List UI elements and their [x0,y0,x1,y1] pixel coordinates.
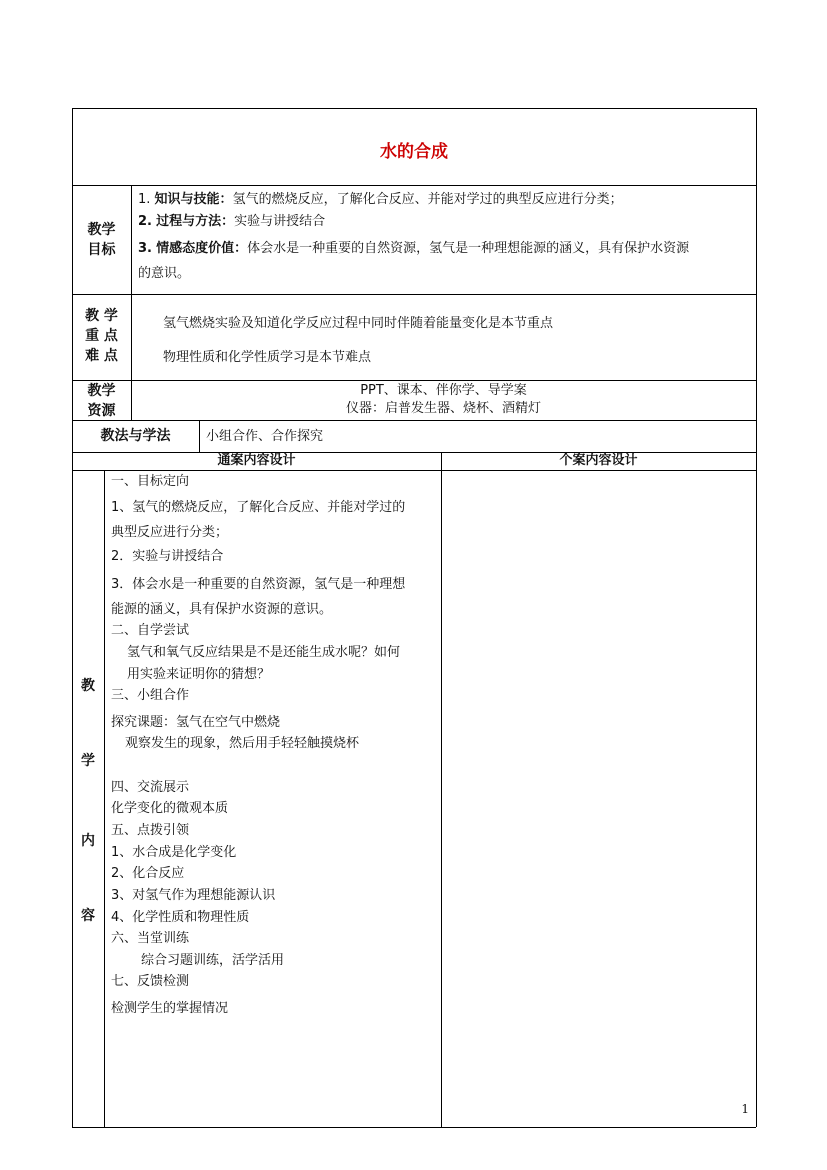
content-line: 化学变化的微观本质 [111,801,229,816]
content-line: 1、氢气的燃烧反应，了解化合反应、并能对学过的 [111,500,406,515]
content-line: 检测学生的掌握情况 [111,1001,229,1016]
row-divider-title [72,185,756,186]
content-line: 用实验来证明你的猜想？ [127,667,271,682]
objective-item-1: 1. 知识与技能：氢气的燃烧反应，了解化合反应、并能对学过的典型反应进行分类； [138,192,623,207]
row-divider-keypoints [72,380,756,381]
design-columns-divider [441,452,442,1127]
table-left-border [72,108,73,1127]
objective-item-2: 2. 过程与方法：实验与讲授结合 [138,214,326,229]
section-heading-5: 五、点拨引领 [111,823,190,838]
content-line: 氢气和氧气反应结果是不是还能生成水呢？如何 [127,645,401,660]
table-bottom-border [72,1127,756,1128]
section-heading-1: 一、目标定向 [111,474,190,489]
keypoints-label: 教 学 重 点 难 点 [85,308,118,364]
content-label-divider [104,470,105,1127]
content-line: 3．体会水是一种重要的自然资源，氢气是一种理想 [111,577,406,592]
content-line: 探究课题：氢气在空气中燃烧 [111,715,281,730]
content-line: 2．实验与讲授结合 [111,549,224,564]
objectives-label: 教学 目标 [87,222,116,258]
content-line: 综合习题训练，活学活用 [141,953,285,968]
content-label-char-2: 学 [81,753,95,769]
keypoints-line-1: 氢气燃烧实验及知道化学反应过程中同时伴随着能量变化是本节重点 [163,316,554,331]
design-header-right: 个案内容设计 [559,453,638,468]
section-heading-3: 三、小组合作 [111,688,190,703]
content-line: 能源的涵义，具有保护水资源的意识。 [111,602,333,617]
content-line: 2、化合反应 [111,866,185,881]
section-heading-6: 六、当堂训练 [111,931,190,946]
methods-label: 教法与学法 [100,428,171,444]
objective-item-3-cont: 的意识。 [138,266,191,281]
design-header-left: 通案内容设计 [217,453,296,468]
table-right-border [756,108,757,1127]
page-number: 1 [741,1102,749,1116]
resources-label: 教学 资源 [87,383,116,419]
section-heading-4: 四、交流展示 [111,780,190,795]
content-line: 观察发生的现象，然后用手轻轻触摸烧杯 [125,736,360,751]
resources-line-1: PPT、课本、伴你学、导学案 [360,383,527,398]
content-label-char-4: 容 [81,908,95,924]
content-label-char-3: 内 [81,833,95,849]
resources-line-2: 仪器：启普发生器、烧杯、酒精灯 [345,401,541,416]
content-line: 3、对氢气作为理想能源认识 [111,888,276,903]
table-top-border [72,108,756,109]
content-line: 4、化学性质和物理性质 [111,910,250,925]
page-title: 水的合成 [380,142,448,162]
content-line: 1、水合成是化学变化 [111,845,237,860]
section-heading-2: 二、自学尝试 [111,623,190,638]
row-divider-objectives [72,294,756,295]
row-divider-resources [72,420,756,421]
objective-item-3: 3. 情感态度价值：体会水是一种重要的自然资源，氢气是一种理想能源的涵义，具有保护水资源 [138,241,690,256]
keypoints-line-2: 物理性质和化学性质学习是本节难点 [163,350,372,365]
content-line: 典型反应进行分类； [111,525,229,540]
section-heading-7: 七、反馈检测 [111,974,190,989]
methods-value: 小组合作、合作探究 [206,429,324,444]
content-label-char-1: 教 [81,678,95,694]
methods-label-divider [199,420,200,452]
row-divider-design-header [72,470,756,471]
